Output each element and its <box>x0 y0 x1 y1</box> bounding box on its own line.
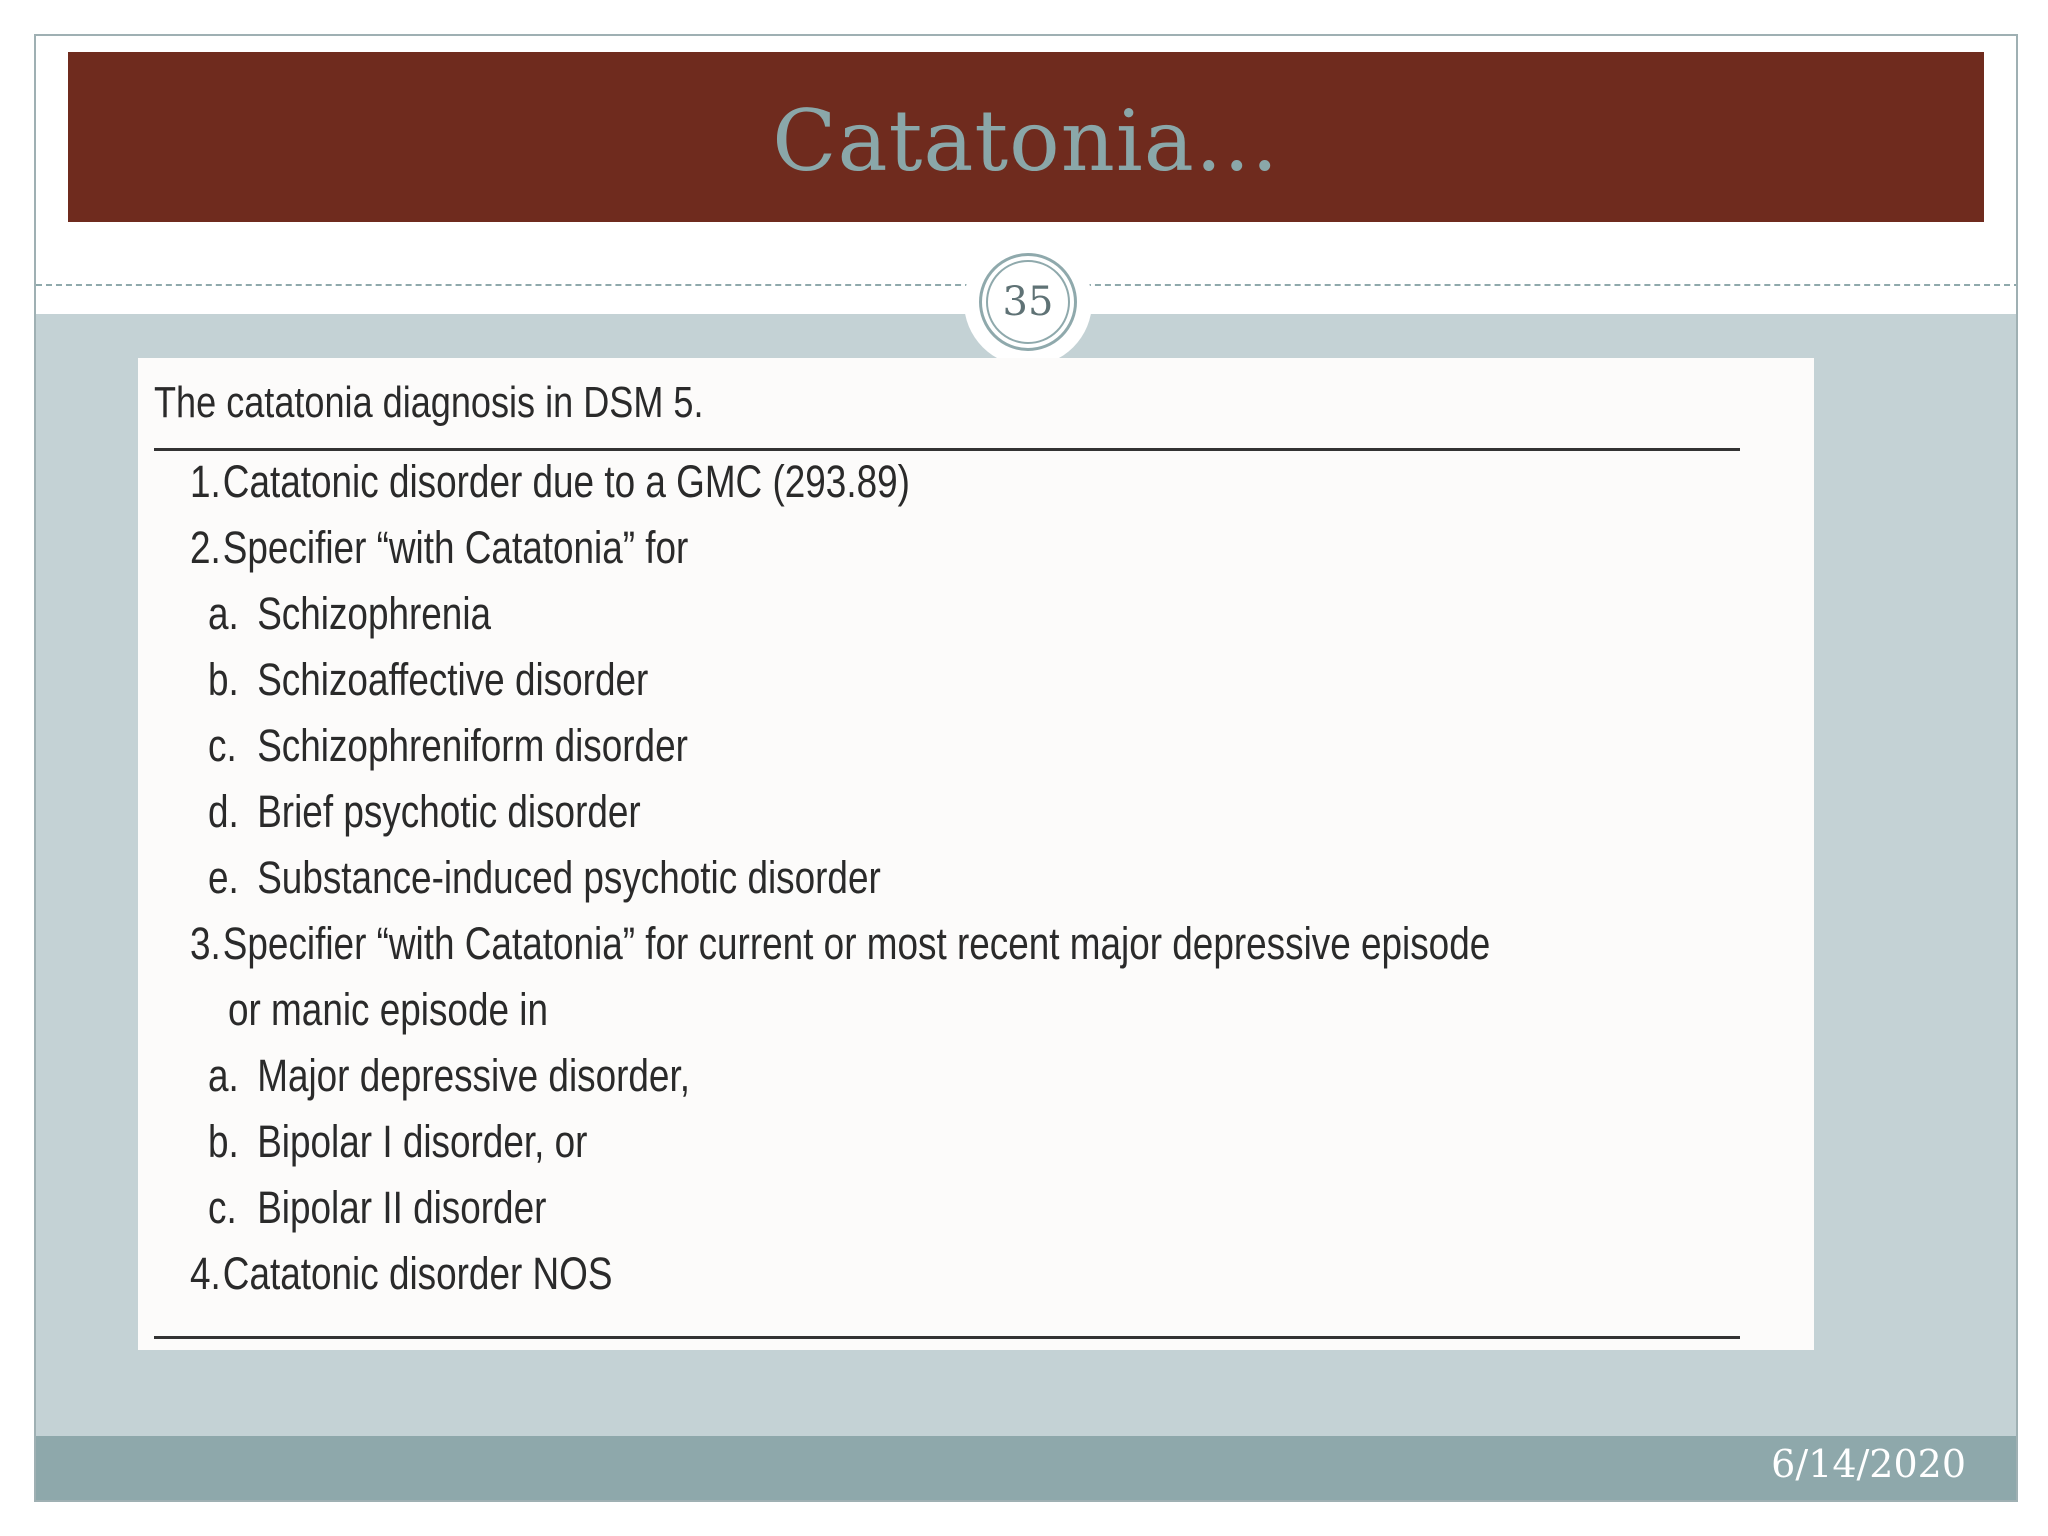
list-text: Catatonic disorder NOS <box>222 1248 613 1299</box>
list-item-continuation <box>228 984 548 1036</box>
slide-date: 6/14/2020 <box>1771 1442 1966 1486</box>
list-text: Substance-induced psychotic disorder <box>257 852 881 903</box>
list-text: Catatonic disorder due to a GMC (293.89) <box>222 456 910 507</box>
list-text: Brief psychotic disorder <box>257 786 641 837</box>
footer-bar <box>36 1436 2018 1502</box>
list-text: or manic episode in <box>228 984 548 1035</box>
title-bar <box>68 52 1984 222</box>
list-item <box>208 654 648 706</box>
list-text: Bipolar II disorder <box>257 1182 547 1233</box>
list-marker: a. <box>208 1050 239 1101</box>
list-item <box>208 852 881 904</box>
list-marker: e. <box>208 852 239 903</box>
list-item <box>208 786 641 838</box>
list-marker: 2. <box>190 522 221 573</box>
slide-frame <box>34 34 2018 1502</box>
list-marker: b. <box>208 654 239 705</box>
slide-number-badge <box>979 253 1077 351</box>
list-marker: d. <box>208 786 239 837</box>
list-marker: c. <box>208 720 237 771</box>
list-item <box>208 1050 690 1102</box>
list-item <box>208 720 688 772</box>
list-marker: 3. <box>190 918 221 969</box>
list-item <box>190 456 910 508</box>
dsm5-table-image <box>138 358 1814 1350</box>
list-marker: c. <box>208 1182 237 1233</box>
table-caption: The catatonia diagnosis in DSM 5. <box>154 378 704 427</box>
list-marker: 1. <box>190 456 221 507</box>
list-text: Specifier “with Catatonia” for current or most recent major depressive episode <box>222 918 1491 969</box>
list-item <box>190 522 688 574</box>
list-marker: b. <box>208 1116 239 1167</box>
list-text: Bipolar I disorder, or <box>257 1116 588 1167</box>
list-text: Schizophrenia <box>257 588 492 639</box>
list-text: Schizophreniform disorder <box>257 720 688 771</box>
list-item <box>208 1182 546 1234</box>
table-top-rule <box>154 448 1740 451</box>
table-bottom-rule <box>154 1336 1740 1339</box>
slide-title: Catatonia… <box>772 92 1280 190</box>
list-marker: a. <box>208 588 239 639</box>
list-text: Major depressive disorder, <box>257 1050 690 1101</box>
list-text: Schizoaffective disorder <box>257 654 649 705</box>
list-item <box>208 1116 587 1168</box>
list-marker: 4. <box>190 1248 221 1299</box>
list-text: Specifier “with Catatonia” for <box>222 522 689 573</box>
list-item <box>190 1248 612 1300</box>
slide-number: 35 <box>1002 279 1054 325</box>
list-item <box>208 588 491 640</box>
list-item <box>190 918 1490 970</box>
